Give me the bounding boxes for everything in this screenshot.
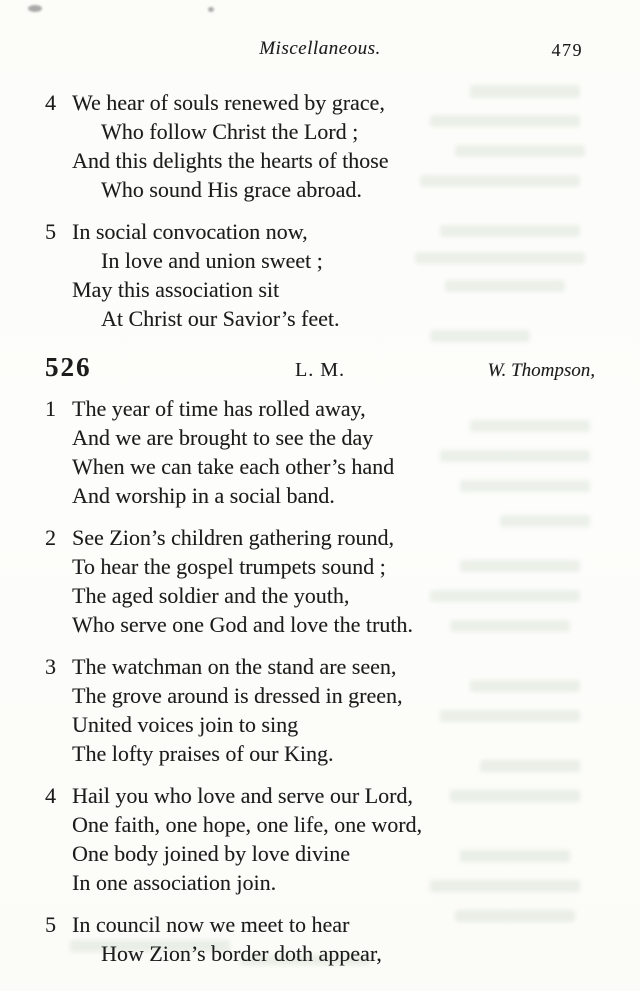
scan-speck <box>208 7 214 12</box>
verse-number: 4 <box>45 90 56 115</box>
verse-line: The aged soldier and the youth, <box>72 583 350 608</box>
verse <box>45 652 595 768</box>
verse-line: May this association sit <box>72 277 280 302</box>
hymn-header <box>45 352 595 383</box>
verse-line <box>45 910 595 939</box>
verse-number: 5 <box>45 219 56 244</box>
verse-line: The grove around is dressed in green, <box>72 683 403 708</box>
verse-line-text: In social convocation now, <box>72 219 308 244</box>
verse-line-text: The watchman on the stand are seen, <box>72 654 397 679</box>
verse-number: 4 <box>45 783 56 808</box>
verse-line <box>45 652 595 681</box>
verse-line-text: The year of time has rolled away, <box>72 396 366 421</box>
verse-line: In love and union sweet ; <box>101 248 323 273</box>
verse-number: 2 <box>45 525 56 550</box>
scan-speck <box>28 5 42 12</box>
verse-number: 3 <box>45 654 56 679</box>
verse-line: In one association join. <box>72 870 277 895</box>
verse-line: And worship in a social band. <box>72 483 335 508</box>
verse-line: Who serve one God and love the truth. <box>72 612 413 637</box>
verse-line: One faith, one hope, one life, one word, <box>72 812 423 837</box>
page-header <box>45 38 595 64</box>
verse-line: One body joined by love divine <box>72 841 351 866</box>
verse-line-text: In council now we meet to hear <box>72 912 350 937</box>
hymn-meter: L. M. <box>294 359 345 381</box>
verse-number: 1 <box>45 396 56 421</box>
verse-line-text: See Zion’s children gathering round, <box>72 525 394 550</box>
verse-line <box>45 781 595 810</box>
verse-line: Who follow Christ the Lord ; <box>101 119 359 144</box>
verse-line <box>45 88 595 117</box>
hymn-number: 526 <box>45 352 92 382</box>
verse <box>45 910 595 968</box>
hymn-author: W. Thompson, <box>487 360 595 381</box>
verse-line: To hear the gospel trumpets sound ; <box>72 554 386 579</box>
verse-line <box>45 217 595 246</box>
page-number: 479 <box>551 40 583 60</box>
page-content <box>45 38 595 968</box>
verse-number: 5 <box>45 912 56 937</box>
verse <box>45 523 595 639</box>
verse-line: At Christ our Savior’s feet. <box>101 306 340 331</box>
verse-line <box>45 394 595 423</box>
verse-line: And we are brought to see the day <box>72 425 374 450</box>
verse <box>45 88 595 204</box>
running-title: Miscellaneous. <box>259 38 381 59</box>
verse-line: How Zion’s border doth appear, <box>101 941 382 966</box>
verse <box>45 781 595 897</box>
verse-line: And this delights the hearts of those <box>72 148 389 173</box>
verse <box>45 217 595 333</box>
verse-line: United voices join to sing <box>72 712 299 737</box>
verse-line-text: Hail you who love and serve our Lord, <box>72 783 413 808</box>
verse-line <box>45 523 595 552</box>
verse <box>45 394 595 510</box>
verse-line-text: We hear of souls renewed by grace, <box>72 90 385 115</box>
verse-line: When we can take each other’s hand <box>72 454 395 479</box>
verse-line: The lofty praises of our King. <box>72 741 334 766</box>
verse-line: Who sound His grace abroad. <box>101 177 362 202</box>
